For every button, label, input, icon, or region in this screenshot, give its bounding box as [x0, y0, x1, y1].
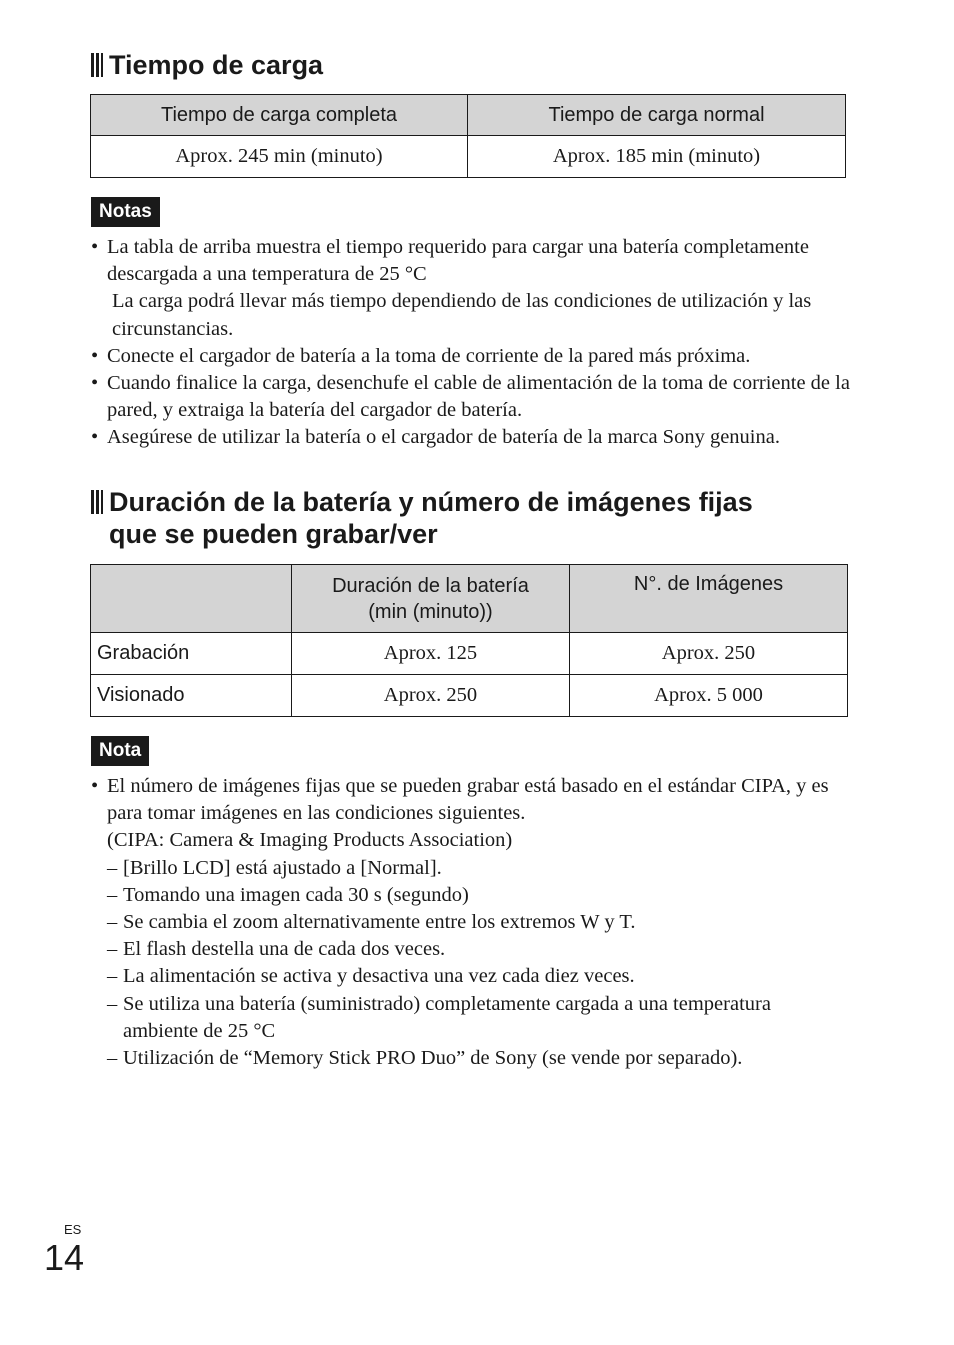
table-row [91, 633, 848, 675]
bullet-icon: • [91, 236, 99, 258]
row-label: Grabación [91, 633, 292, 675]
note-text: Cuando finalice la carga, desenchufe el cable de alimentación de la toma de corriente de la pared, y extraiga la batería del cargador de batería. [107, 372, 850, 422]
note-text: Conecte el cargador de batería a la toma de corriente de la pared más próxima. [107, 344, 751, 367]
condition-item [107, 909, 851, 936]
section-title-text: Tiempo de carga [109, 50, 324, 80]
table-header-cell: Tiempo de carga normal [468, 95, 846, 136]
list-item [91, 343, 851, 370]
note-text: El número de imágenes fijas que se pueden grabar está basado en el estándar CIPA, y es para tomar imágenes en las condiciones siguientes. [107, 775, 829, 825]
table-cell: Aprox. 250 [570, 633, 848, 675]
table-row [91, 675, 848, 717]
condition-text: Se cambia el zoom alternativamente entre los extremos W y T. [123, 911, 636, 934]
notes-badge: Notas [91, 197, 160, 227]
condition-item [107, 1045, 851, 1072]
condition-text: Se utiliza una batería (suministrado) completamente cargada a una temperatura ambiente de 25 °C [123, 992, 771, 1042]
condition-text: [Brillo LCD] está ajustado a [Normal]. [123, 856, 442, 879]
table-cell: Aprox. 245 min (minuto) [91, 136, 468, 178]
note-text: Asegúrese de utilizar la batería o el cargador de batería de la marca Sony genuina. [107, 426, 780, 449]
language-code: ES [64, 1222, 82, 1237]
table-row [91, 136, 846, 178]
battery-life-table [90, 564, 848, 717]
section-marker-icon [91, 490, 103, 514]
table-header-cell: Duración de la batería (min (minuto)) [292, 565, 570, 633]
table-header-row [91, 95, 846, 136]
bullet-icon: • [91, 344, 99, 367]
section-title-charging-time [91, 49, 323, 81]
bullet-icon: • [91, 426, 99, 449]
section-title-line2: que se pueden grabar/ver [109, 519, 438, 549]
condition-text: Utilización de “Memory Stick PRO Duo” de Sony (se vende por separado). [123, 1047, 743, 1070]
table-header-cell-empty [91, 565, 292, 633]
dash-icon: – [107, 992, 118, 1015]
table-cell: Aprox. 125 [292, 633, 570, 675]
page-number: 14 [44, 1237, 85, 1278]
dash-icon: – [107, 883, 118, 906]
dash-icon: – [107, 1047, 118, 1070]
table-header-cell: Tiempo de carga completa [91, 95, 468, 136]
dash-icon: – [107, 911, 118, 934]
dash-icon: – [107, 856, 118, 879]
list-item [91, 234, 851, 343]
list-item [91, 773, 851, 1072]
list-item [91, 370, 851, 424]
note-cipa: (CIPA: Camera & Imaging Products Association) [107, 829, 513, 852]
note-continuation: La carga podrá llevar más tiempo dependiendo de las condiciones de utilización y las circunstancias. [112, 290, 812, 340]
bullet-icon: • [91, 372, 99, 395]
condition-item [107, 882, 851, 909]
condition-text: El flash destella una de cada dos veces. [123, 938, 446, 961]
section-marker-icon [91, 53, 103, 77]
table-cell: Aprox. 250 [292, 675, 570, 717]
condition-item [107, 855, 851, 882]
condition-item [107, 936, 851, 963]
list-item [91, 424, 851, 451]
notes-list [91, 234, 851, 452]
condition-item [107, 991, 851, 1045]
section-title-line1: Duración de la batería y número de imágenes fijas [109, 487, 753, 517]
note-badge: Nota [91, 736, 149, 766]
note-text: La tabla de arriba muestra el tiempo requerido para cargar una batería completamente descargada a una temperatura de 25 °C [107, 236, 809, 286]
charging-time-table [90, 94, 846, 178]
table-cell: Aprox. 5 000 [570, 675, 848, 717]
row-label: Visionado [91, 675, 292, 717]
dash-icon: – [107, 965, 118, 988]
bullet-icon: • [91, 775, 99, 797]
table-header-cell: N°. de Imágenes [570, 565, 848, 633]
table-cell: Aprox. 185 min (minuto) [468, 136, 846, 178]
note-list [91, 773, 851, 1072]
table-header-row [91, 565, 848, 633]
condition-text: Tomando una imagen cada 30 s (segundo) [123, 883, 469, 906]
condition-item [107, 963, 851, 990]
condition-text: La alimentación se activa y desactiva una vez cada diez veces. [123, 965, 635, 988]
dash-icon: – [107, 938, 118, 961]
section-title-battery-life [91, 486, 753, 550]
